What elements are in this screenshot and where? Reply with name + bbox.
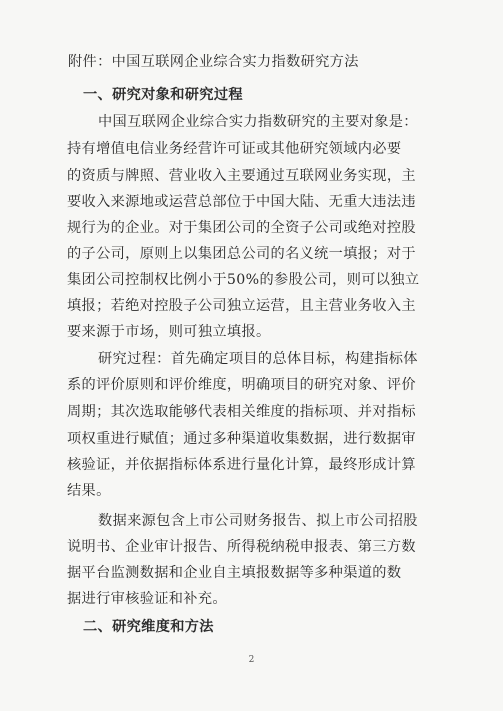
- paragraph-line: 研究过程：首先确定项目的总体目标，构建指标体: [98, 351, 418, 367]
- section-1-heading: 一、研究对象和研究过程: [83, 87, 243, 103]
- paragraph-line: 的资质与牌照、营业收入主要通过互联网业务实现，主: [67, 168, 416, 184]
- paragraph-line: 持有增值电信业务经营许可证或其他研究领域内必要: [67, 141, 402, 157]
- paragraph-line: 说明书、企业审计报告、所得税纳税申报表、第三方数: [67, 539, 416, 555]
- paragraph-line: 结果。: [67, 483, 111, 499]
- paragraph-line: 集团公司控制权比例小于50%的参股公司，则可以独立: [67, 272, 420, 288]
- paragraph-line: 核验证，并依据指标体系进行量化计算，最终形成计算: [67, 457, 416, 473]
- page-number: 2: [248, 655, 255, 665]
- paragraph-line: 据平台监测数据和企业自主填报数据等多种渠道的数: [67, 565, 402, 581]
- paragraph-line: 周期；其次选取能够代表相关维度的指标项、并对指标: [67, 404, 416, 420]
- paragraph-line: 填报；若绝对控股子公司独立运营，且主营业务收入主: [67, 298, 416, 314]
- paragraph-line: 规行为的企业。对于集团公司的全资子公司或绝对控股: [67, 220, 416, 236]
- attachment-title: 附件：中国互联网企业综合实力指数研究方法: [68, 54, 359, 70]
- paragraph-line: 的子公司，原则上以集团总公司的名义统一填报；对于: [67, 246, 416, 262]
- paragraph-line: 系的评价原则和评价维度，明确项目的研究对象、评价: [67, 377, 416, 393]
- paragraph-line: 据进行审核验证和补充。: [67, 591, 227, 607]
- paragraph-line: 要来源于市场，则可独立填报。: [67, 324, 271, 340]
- paragraph-line: 要收入来源地或运营总部位于中国大陆、无重大违法违: [67, 194, 416, 210]
- paragraph-line: 数据来源包含上市公司财务报告、拟上市公司招股: [98, 513, 418, 529]
- paragraph-line: 中国互联网企业综合实力指数研究的主要对象是：: [98, 114, 418, 130]
- paragraph-line: 项权重进行赋值；通过多种渠道收集数据，进行数据审: [67, 431, 416, 447]
- section-2-heading: 二、研究维度和方法: [83, 619, 214, 635]
